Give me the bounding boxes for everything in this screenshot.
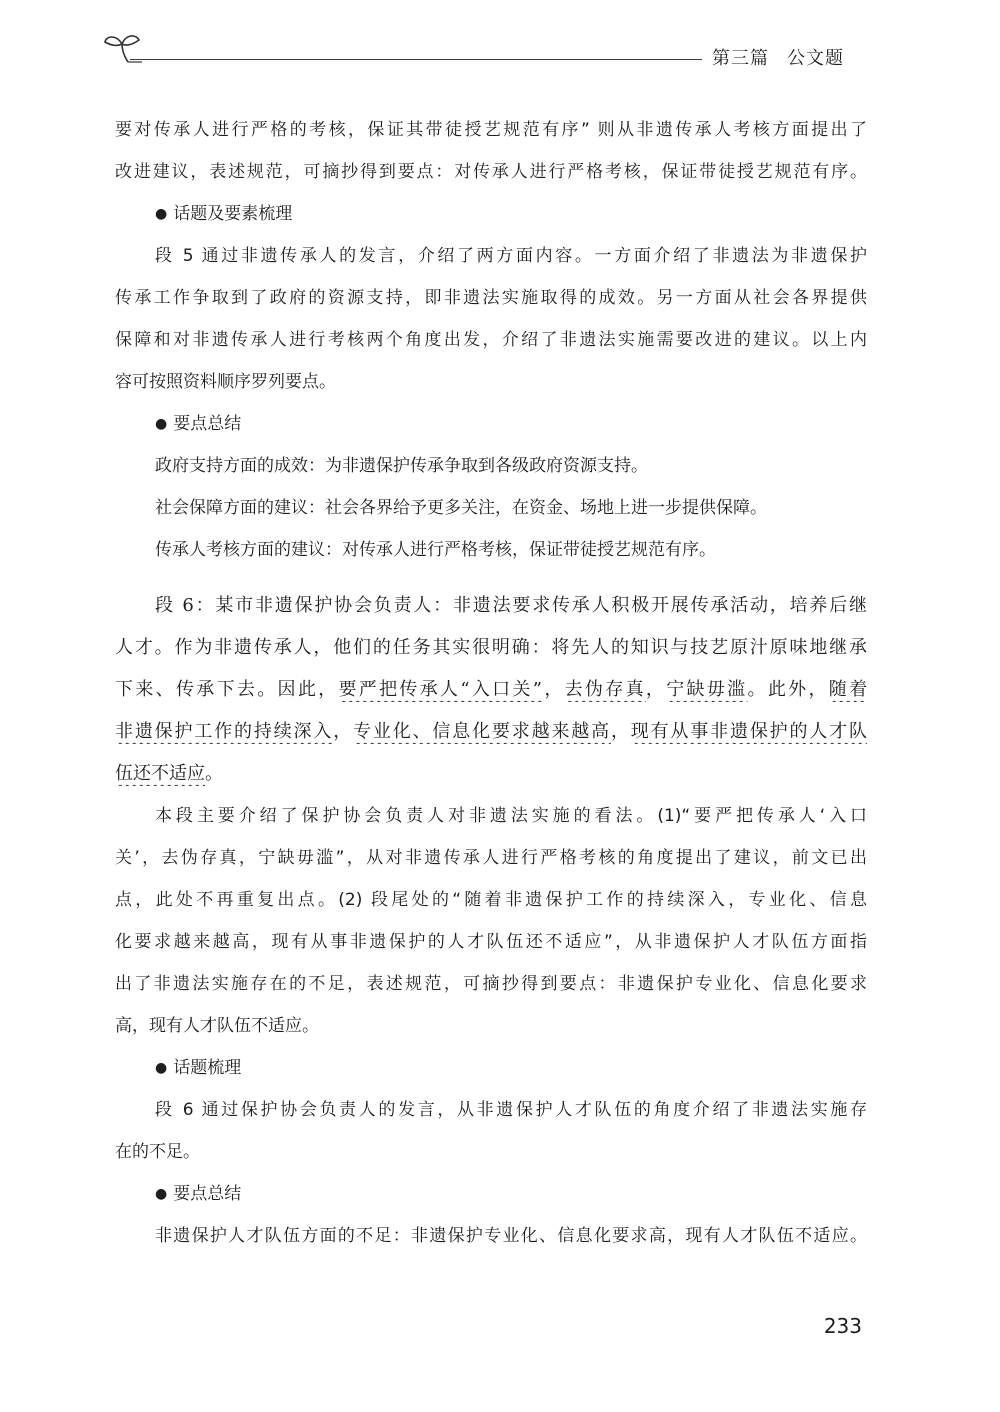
section-heading-key-points: ● 要点总结 bbox=[155, 1182, 241, 1207]
key-point: 非遗保护人才队伍方面的不足：非遗保护专业化、信息化要求高，现有人才队伍不适应。 bbox=[155, 1226, 867, 1246]
running-header bbox=[712, 44, 862, 70]
wavy-underlined-text: 伍还不适应 bbox=[115, 763, 205, 784]
source-line bbox=[115, 678, 867, 702]
paragraph-line: 保障和对非遗传承人进行考核两个角度出发，介绍了非遗法实施需要改进的建议。以上内 bbox=[115, 330, 867, 350]
header-part: 第三篇 bbox=[712, 48, 769, 69]
paragraph-line: 传承工作争取到了政府的资源支持，即非遗法实施取得的成效。另一方面从社会各界提供 bbox=[115, 288, 867, 308]
wavy-underlined-text: 随着 bbox=[828, 679, 867, 700]
paragraph-line: 点，此处不再重复出点。(2) 段尾处的“随着非遗保护工作的持续深入，专业化、信息 bbox=[115, 890, 867, 910]
wavy-underlined-text: 专业化、信息化要求越来越高 bbox=[353, 721, 611, 742]
wavy-underlined-text: 要严把传承人“入口关” bbox=[338, 679, 542, 700]
wavy-underlined-text: 宁缺毋滥 bbox=[666, 679, 748, 700]
source-line bbox=[115, 720, 867, 744]
section-heading-key-points: ● 要点总结 bbox=[155, 412, 241, 437]
paragraph-line: 段 6 通过保护协会负责人的发言，从非遗保护人才队伍的角度介绍了非遗法实施存 bbox=[155, 1100, 867, 1120]
paragraph-line: 本段主要介绍了保护协会负责人对非遗法实施的看法。(1)“要严把传承人‘入口 bbox=[155, 806, 867, 826]
source-text: 。 bbox=[205, 763, 223, 784]
header-rule bbox=[130, 59, 702, 60]
source-text: ， bbox=[333, 721, 354, 742]
paragraph-line: 出了非遗法实施存在的不足，表述规范，可摘抄得到要点：非遗保护专业化、信息化要求 bbox=[115, 974, 867, 994]
wavy-underlined-text: 去伪存真 bbox=[564, 679, 646, 700]
source-line: 人才。作为非遗传承人，他们的任务其实很明确：将先人的知识与技艺原汁原味地继承 bbox=[115, 637, 867, 658]
source-line: 段 6：某市非遗保护协会负责人：非遗法要求传承人积极开展传承活动，培养后继 bbox=[155, 595, 867, 616]
header-section: 公文题 bbox=[787, 48, 844, 69]
paragraph-line: 关’，去伪存真，宁缺毋滥”，从对非遗传承人进行严格考核的角度提出了建议，前文已出 bbox=[115, 848, 867, 868]
key-point: 政府支持方面的成效：为非遗保护传承争取到各级政府资源支持。 bbox=[155, 456, 648, 476]
wavy-underlined-text: 非遗保护工作的持续深入 bbox=[115, 721, 334, 742]
paragraph-line: 容可按照资料顺序罗列要点。 bbox=[115, 372, 336, 392]
paragraph-line: 在的不足。 bbox=[115, 1142, 200, 1162]
paragraph-line: 要对传承人进行严格的考核，保证其带徒授艺规范有序” 则从非遗传承人考核方面提出了 bbox=[115, 120, 867, 140]
paragraph-line: 高，现有人才队伍不适应。 bbox=[115, 1016, 319, 1036]
source-text: ， bbox=[610, 721, 631, 742]
key-point: 社会保障方面的建议：社会各界给予更多关注，在资金、场地上进一步提供保障。 bbox=[155, 498, 767, 518]
source-text: 下来、传承下去。因此， bbox=[115, 679, 339, 700]
source-text: 。此外， bbox=[747, 679, 829, 700]
source-line bbox=[115, 762, 867, 786]
source-text: ， bbox=[542, 679, 565, 700]
source-text: ， bbox=[645, 679, 667, 700]
key-point: 传承人考核方面的建议：对传承人进行严格考核，保证带徒授艺规范有序。 bbox=[155, 540, 716, 560]
page-number: 233 bbox=[823, 1314, 862, 1338]
section-heading-topic-elements: ● 话题及要素梳理 bbox=[155, 202, 292, 227]
paragraph-line: 改进建议，表述规范，可摘抄得到要点：对传承人进行严格考核，保证带徒授艺规范有序。 bbox=[115, 162, 867, 182]
paragraph-line: 化要求越来越高，现有从事非遗保护的人才队伍还不适应”，从非遗保护人才队伍方面指 bbox=[115, 932, 867, 952]
wavy-underlined-text: 现有从事非遗保护的人才队 bbox=[630, 721, 867, 742]
paragraph-line: 段 5 通过非遗传承人的发言，介绍了两方面内容。一方面介绍了非遗法为非遗保护 bbox=[155, 246, 867, 266]
section-heading-topic: ● 话题梳理 bbox=[155, 1056, 241, 1081]
